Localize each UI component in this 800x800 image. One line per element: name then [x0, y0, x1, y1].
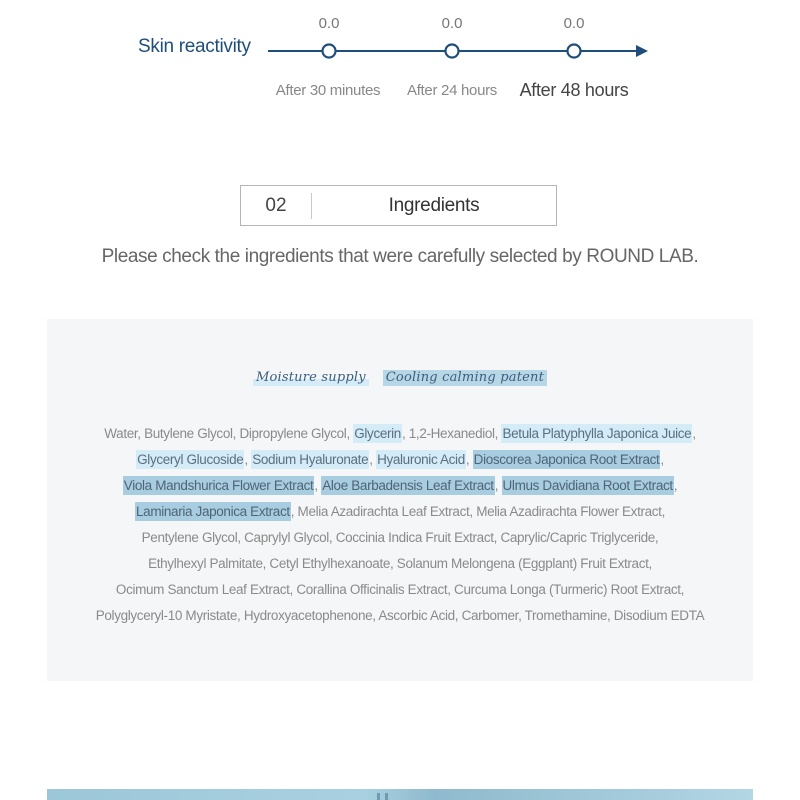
- ingredient-line-8: Polyglyceryl-10 Myristate, Hydroxyacetophenone, Ascorbic Acid, Carbomer, Tromethamine, Disodium EDTA: [95, 608, 705, 623]
- ingredient-text: ,: [465, 452, 473, 467]
- ingredient-highlight-moisture: Sodium Hyaluronate: [252, 452, 369, 467]
- ingredient-line-5: Pentylene Glycol, Caprylyl Glycol, Coccinia Indica Fruit Extract, Caprylic/Capric Triglyceride,: [141, 530, 659, 545]
- highlight-legend: [47, 370, 753, 386]
- ingredient-text: ,: [494, 478, 502, 493]
- timeline-arrow-icon: [636, 45, 648, 57]
- ingredient-highlight-moisture: Hyaluronic Acid: [377, 452, 465, 467]
- ingredient-highlight-moisture: Glyceryl Glucoside: [137, 452, 244, 467]
- ingredient-text: , 1,2-Hexanediol,: [401, 426, 502, 441]
- score-48-hours: 0.0: [563, 15, 585, 32]
- ingredient-list: [47, 421, 753, 629]
- ingredient-line-3: [47, 473, 753, 499]
- image-detail: [377, 793, 380, 800]
- skin-reactivity-label: Skin reactivity: [138, 36, 251, 57]
- time-label-48-hours: After 48 hours: [519, 80, 629, 100]
- ingredients-intro-text: Please check the ingredients that were carefully selected by ROUND LAB.: [101, 246, 699, 267]
- ingredient-text: ,: [314, 478, 322, 493]
- ingredient-highlight-cooling: Viola Mandshurica Flower Extract: [123, 478, 314, 493]
- score-24-hours: 0.0: [441, 15, 463, 32]
- ingredient-text: ,: [692, 426, 696, 441]
- legend-cooling-calming-patent: Cooling calming patent: [383, 370, 547, 386]
- timeline-point-2: [446, 45, 459, 58]
- ingredient-text: ,: [673, 478, 678, 493]
- skin-reactivity-timeline: [0, 0, 800, 120]
- ingredient-line-7: Ocimum Sanctum Leaf Extract, Corallina Officinalis Extract, Curcuma Longa (Turmeric) Root Extract,: [115, 582, 685, 597]
- ingredient-highlight-cooling: Ulmus Davidiana Root Extract: [502, 478, 673, 493]
- ingredient-text: ,: [369, 452, 377, 467]
- legend-moisture-supply: Moisture supply: [253, 370, 369, 386]
- ingredient-highlight-moisture: Glycerin: [354, 426, 401, 441]
- section-number: 02: [265, 194, 287, 216]
- ingredient-line-4: [47, 499, 753, 525]
- section-title: Ingredients: [388, 194, 480, 216]
- score-30-minutes: 0.0: [318, 15, 340, 32]
- ingredient-highlight-cooling: Dioscorea Japonica Root Extract: [473, 452, 660, 467]
- section-header-ingredients: [240, 185, 557, 226]
- ingredient-highlight-cooling: Laminaria Japonica Extract: [136, 504, 290, 519]
- ingredient-line-1: [47, 421, 753, 447]
- image-detail: [385, 793, 388, 800]
- ingredient-text: , Melia Azadirachta Leaf Extract, Melia Azadirachta Flower Extract,: [290, 504, 665, 519]
- ingredient-text: ,: [660, 452, 664, 467]
- timeline-point-1: [323, 45, 336, 58]
- time-label-24-hours: After 24 hours: [406, 82, 498, 99]
- time-label-30-minutes: After 30 minutes: [275, 82, 381, 99]
- ingredient-line-2: [47, 447, 753, 473]
- timeline-graphic: [0, 0, 800, 120]
- ingredient-highlight-cooling: Aloe Barbadensis Leaf Extract: [322, 478, 494, 493]
- timeline-point-3: [568, 45, 581, 58]
- next-section-image: [47, 789, 753, 800]
- ingredient-highlight-moisture: Betula Platyphylla Japonica Juice: [502, 426, 692, 441]
- ingredient-text: Water, Butylene Glycol, Dipropylene Glycol,: [104, 426, 354, 441]
- ingredient-text: ,: [244, 452, 252, 467]
- ingredient-line-6: Ethylhexyl Palmitate, Cetyl Ethylhexanoate, Solanum Melongena (Eggplant) Fruit Extract,: [148, 556, 652, 571]
- ingredients-panel: [47, 319, 753, 681]
